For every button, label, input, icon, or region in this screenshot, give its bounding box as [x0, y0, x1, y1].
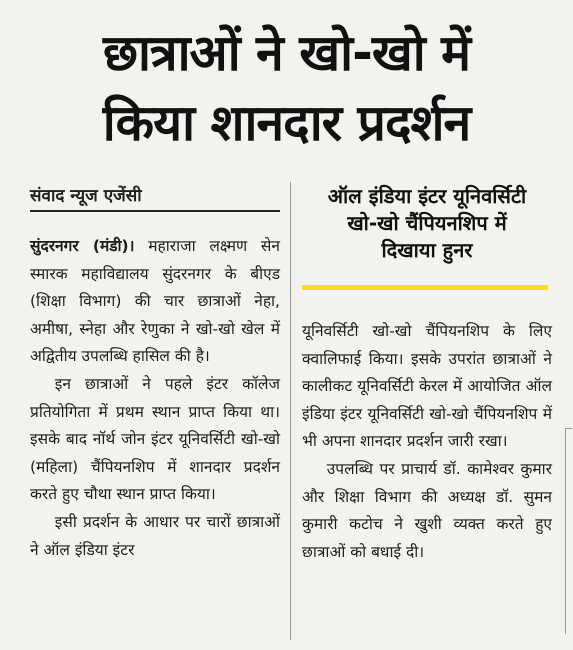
right-paragraph-1: यूनिवर्सिटी खो-खो चैंपियनशिप के लिए क्वालिफाई किया। इसके उपरांत छात्राओं ने कालीकट यूनिवर्सिटी केरल में आयोजित ऑल इंडिया इंटर यूनिवर्सिटी खो-खो चैंपियनशिप में भी अपना शानदार प्रदर्शन जारी रखा।: [302, 322, 552, 451]
right-column: [302, 318, 552, 566]
headline-line-2: किया शानदार प्रदर्शन: [102, 94, 471, 152]
headline-line-1: छात्राओं ने खो-खो में: [103, 24, 470, 82]
subheadline-line-2: खो-खो चैंपियनशिप में: [347, 211, 507, 235]
byline-divider: [30, 210, 280, 212]
left-paragraph-1-text: महाराजा लक्ष्मण सेन स्मारक महाविद्यालय सुंदरनगर के बीएड (शिक्षा विभाग) की चार छात्राओं नेहा, अमीषा, स्नेहा और रेणुका ने खो-खो खेल में अद्वितीय उपलब्धि हासिल की है।: [30, 237, 280, 366]
headline: [0, 18, 573, 158]
dateline: सुंदरनगर (मंडी)।: [30, 237, 135, 255]
subheadline-line-3: दिखाया हुनर: [381, 238, 473, 262]
adjacent-column-edge: [565, 428, 572, 634]
left-paragraph-1: [30, 233, 280, 371]
left-column: [30, 233, 280, 564]
left-paragraph-2: इन छात्राओं ने पहले इंटर कॉलेज प्रतियोगिता में प्रथम स्थान प्राप्त किया था। इसके बाद नॉर्थ जोन इंटर यूनिवर्सिटी खो-खो (महिला) चैंपियनशिप में शानदार प्रदर्शन करते हुए चौथा स्थान प्राप्त किया।: [30, 374, 280, 504]
subheadline-line-1: ऑल इंडिया इंटर यूनिवर्सिटी: [327, 184, 527, 208]
left-paragraph-3: इसी प्रदर्शन के आधार पर चारों छात्राओं ने ऑल इंडिया इंटर: [30, 512, 280, 559]
right-paragraph-2: उपलब्धि पर प्राचार्य डॉ. कामेश्वर कुमार और शिक्षा विभाग की अध्यक्ष डॉ. सुमन कुमारी कटोच ने खुशी व्यक्त करते हुए छात्राओं को बधाई दी।: [302, 459, 552, 561]
column-divider: [290, 182, 291, 640]
accent-bar: [302, 285, 548, 290]
byline: संवाद न्यूज एजेंसी: [30, 186, 142, 206]
subheadline: [302, 183, 552, 264]
